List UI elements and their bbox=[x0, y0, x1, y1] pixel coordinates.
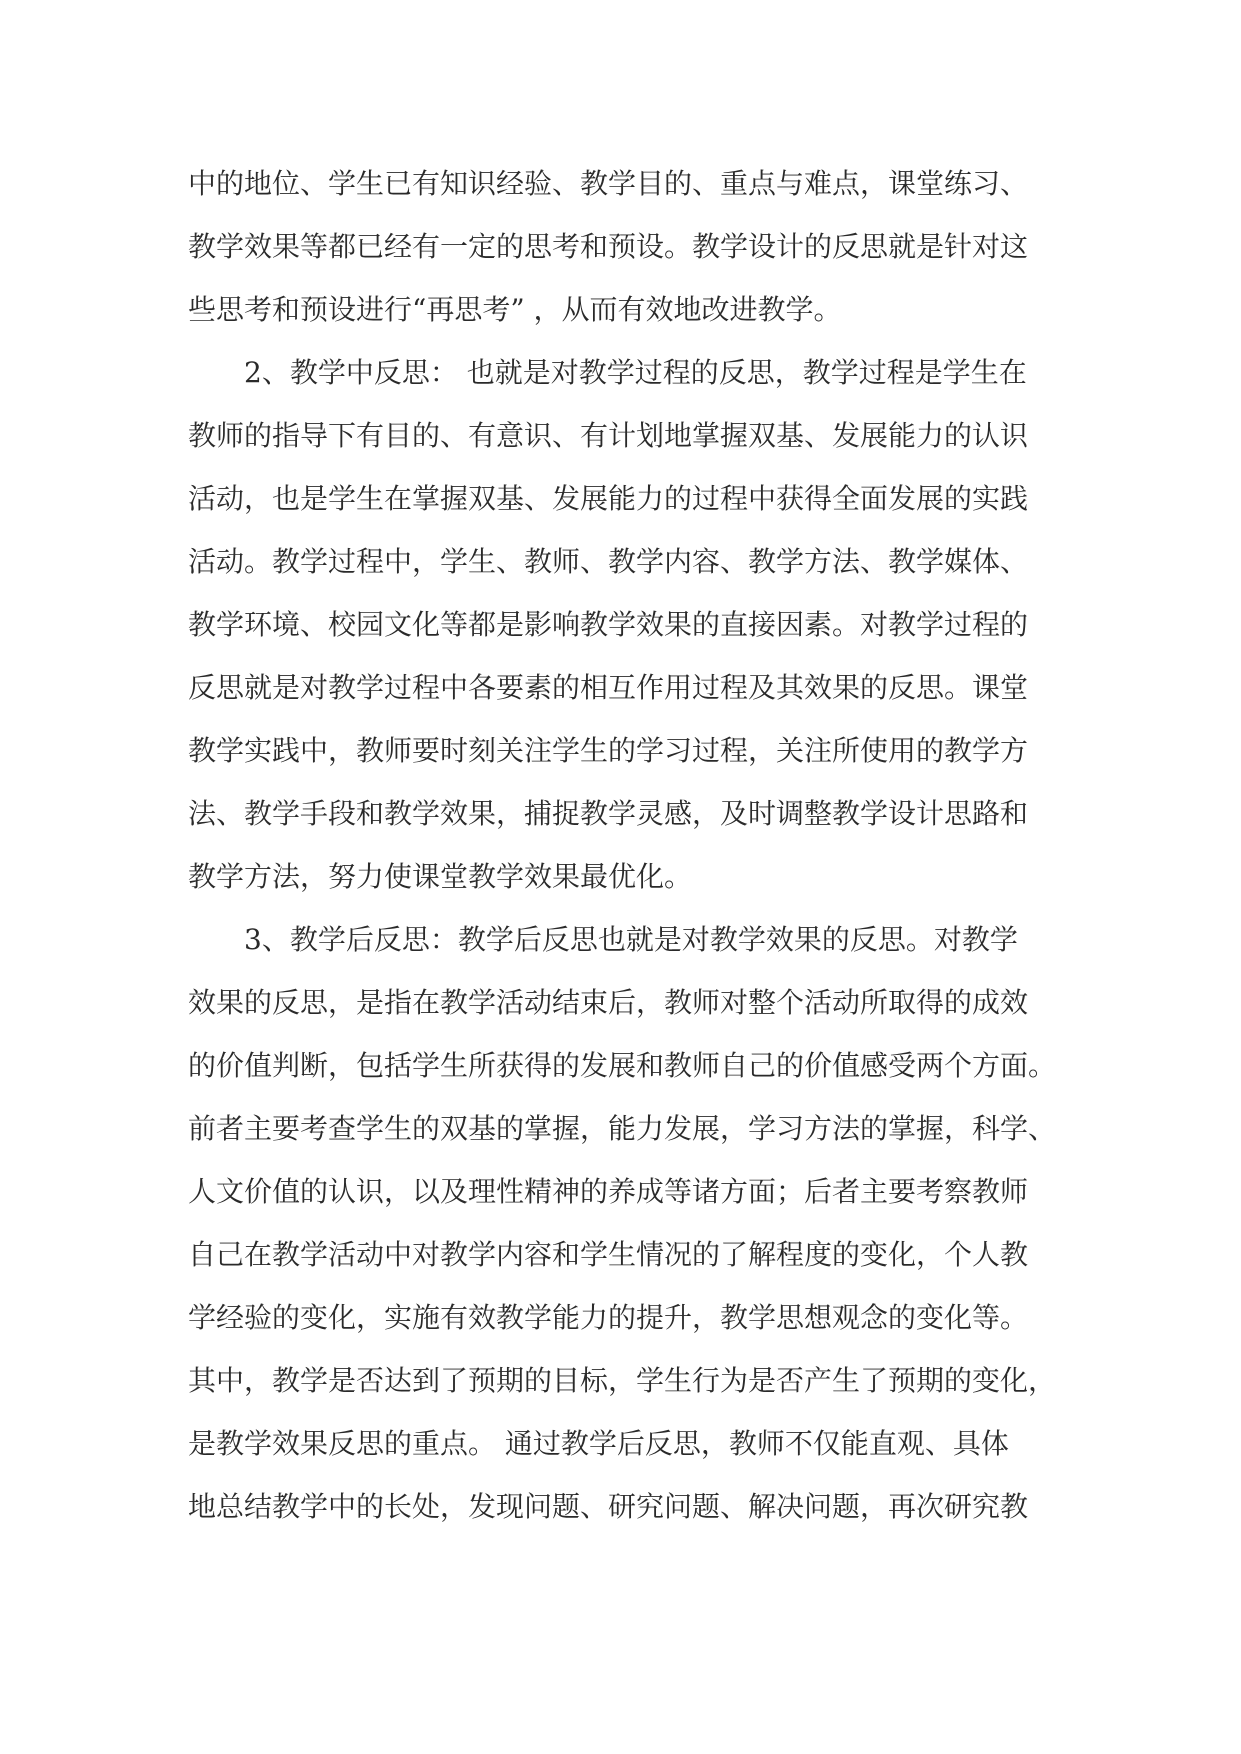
text-line: 前者主要考查学生的双基的掌握，能力发展，学习方法的掌握，科学、 bbox=[188, 1112, 1057, 1145]
text-line: 反思就是对教学过程中各要素的相互作用过程及其效果的反思。课堂 bbox=[188, 671, 1029, 704]
text-line: 教师的指导下有目的、有意识、有计划地掌握双基、发展能力的认识 bbox=[188, 419, 1029, 452]
text-line: 中的地位、学生已有知识经验、教学目的、重点与难点，课堂练习、 bbox=[188, 167, 1029, 200]
text-line: 教学方法，努力使课堂教学效果最优化。 bbox=[188, 860, 693, 893]
text-line: 活动。教学过程中，学生、教师、教学内容、教学方法、教学媒体、 bbox=[188, 545, 1029, 578]
text-line: 活动，也是学生在掌握双基、发展能力的过程中获得全面发展的实践 bbox=[188, 482, 1029, 515]
text-line: 自己在教学活动中对教学内容和学生情况的了解程度的变化，个人教 bbox=[188, 1238, 1029, 1271]
paragraph-post-teaching-reflection bbox=[188, 908, 1057, 1538]
text-line: 的价值判断，包括学生所获得的发展和教师自己的价值感受两个方面。 bbox=[188, 1049, 1057, 1082]
text-line: 2、教学中反思： 也就是对教学过程的反思，教学过程是学生在 bbox=[244, 356, 1027, 389]
text-line: 法、教学手段和教学效果，捕捉教学灵感，及时调整教学设计思路和 bbox=[188, 797, 1029, 830]
text-line: 些思考和预设进行“再思考” ，从而有效地改进教学。 bbox=[188, 293, 842, 326]
document-body bbox=[188, 152, 1057, 1538]
text-line: 地总结教学中的长处，发现问题、研究问题、解决问题，再次研究教 bbox=[188, 1490, 1029, 1523]
text-line: 人文价值的认识，以及理性精神的养成等诸方面；后者主要考察教师 bbox=[188, 1175, 1029, 1208]
text-line: 教学环境、校园文化等都是影响教学效果的直接因素。对教学过程的 bbox=[188, 608, 1029, 641]
text-line: 教学实践中，教师要时刻关注学生的学习过程，关注所使用的教学方 bbox=[188, 734, 1029, 767]
text-line: 3、教学后反思：教学后反思也就是对教学效果的反思。对教学 bbox=[244, 923, 1018, 956]
text-line: 其中，教学是否达到了预期的目标，学生行为是否产生了预期的变化， bbox=[188, 1364, 1057, 1397]
paragraph-continuation bbox=[188, 152, 1054, 341]
text-line: 教学效果等都已经有一定的思考和预设。教学设计的反思就是针对这 bbox=[188, 230, 1029, 263]
text-line: 是教学效果反思的重点。 通过教学后反思，教师不仅能直观、具体 bbox=[188, 1427, 1009, 1460]
paragraph-during-teaching-reflection bbox=[188, 341, 1054, 908]
text-line: 效果的反思，是指在教学活动结束后，教师对整个活动所取得的成效 bbox=[188, 986, 1029, 1019]
text-line: 学经验的变化，实施有效教学能力的提升，教学思想观念的变化等。 bbox=[188, 1301, 1029, 1334]
